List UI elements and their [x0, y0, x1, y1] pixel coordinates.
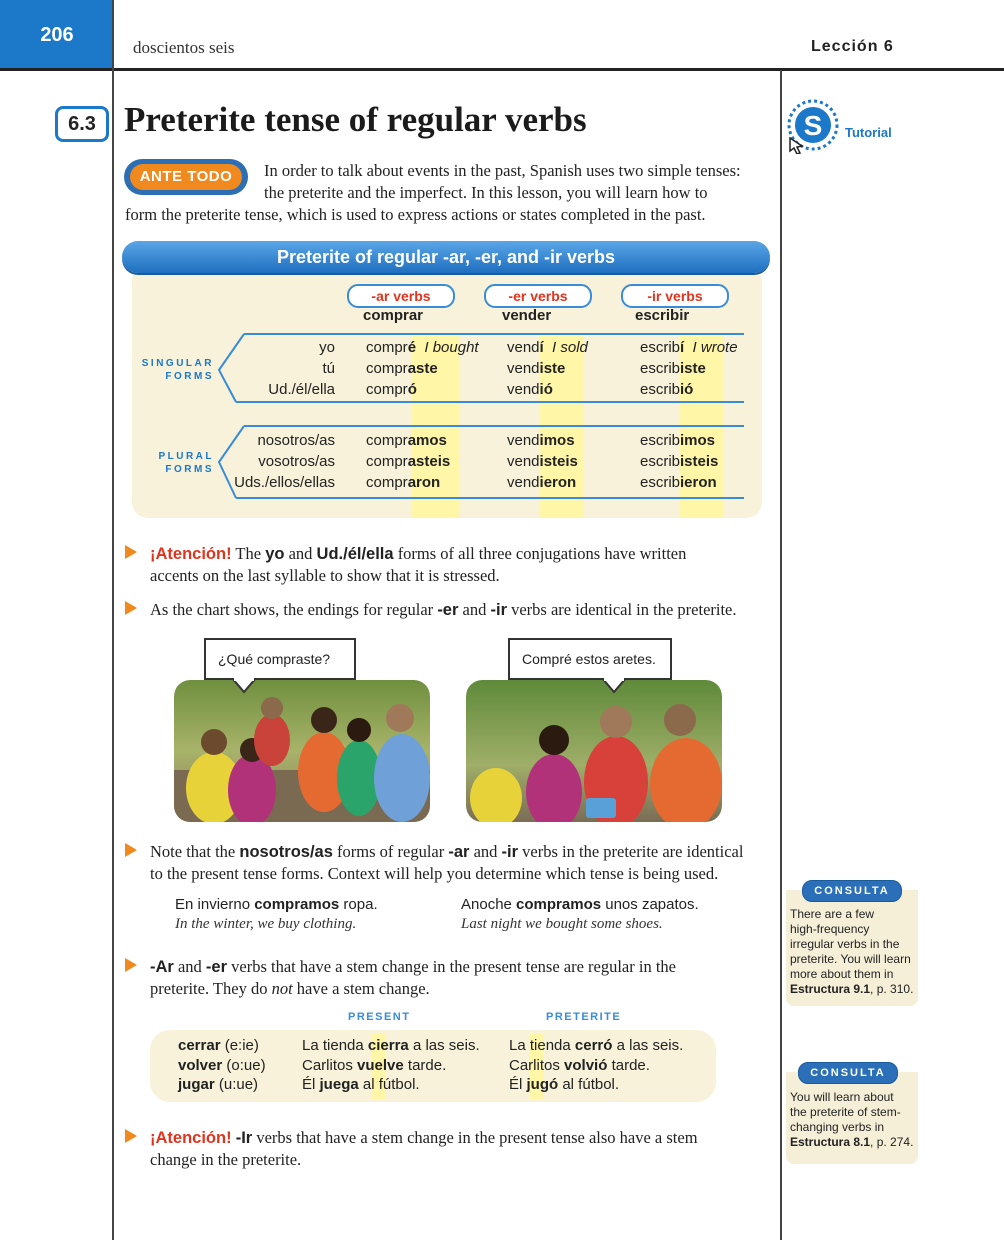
example-verb: compramos [254, 896, 340, 913]
stem: compr [366, 381, 408, 398]
ending: isteis [539, 453, 578, 470]
text: preterite. They do [150, 979, 268, 998]
photo-right [466, 680, 722, 822]
text: verbs that have a stem change in the present tense are regular in the [231, 957, 676, 976]
example-right-translation: Last night we bought some shoes. [461, 916, 663, 932]
keyword: -er [205, 958, 228, 976]
example-left [175, 896, 378, 913]
form-escribio [640, 381, 693, 398]
ar-verbs-pill: -ar verbs [347, 284, 455, 308]
verb: juega [319, 1076, 359, 1093]
stem: vend [507, 453, 540, 470]
verb: volver [178, 1057, 223, 1074]
page-number: 206 [0, 0, 114, 70]
reference-link[interactable]: Estructura 9.1 [790, 982, 871, 996]
form-compraron [366, 474, 440, 491]
bullet-arrow-icon [125, 545, 137, 559]
speech-bubble-left: ¿Qué compraste? [204, 638, 356, 680]
form-vendiste [507, 360, 565, 377]
form-compramos [366, 432, 447, 449]
text: La tienda [509, 1037, 571, 1054]
text: and [288, 544, 313, 563]
ante-todo-label: ANTE TODO [130, 164, 242, 190]
stem-verb-volver [178, 1057, 266, 1074]
consulta-line: There are a few [790, 907, 875, 921]
ending: aste [407, 360, 438, 377]
section-title: Preterite tense of regular verbs [124, 100, 587, 139]
header-rule [0, 68, 1004, 71]
keyword: -er [437, 601, 459, 619]
ending: isteis [680, 453, 719, 470]
stem: compr [366, 474, 408, 491]
form-escribiste [640, 360, 706, 377]
change: (e:ie) [224, 1037, 259, 1054]
bullet-arrow-icon [125, 843, 137, 857]
emphasis: not [271, 979, 293, 998]
text: verbs in the preterite are identical [522, 842, 744, 861]
present-column-head: PRESENT [348, 1011, 411, 1023]
bullet-arrow-icon [125, 1129, 137, 1143]
present-jugar [302, 1076, 420, 1093]
verb: volvió [564, 1057, 608, 1074]
consulta-tab-2: CONSULTA [798, 1062, 898, 1084]
reference-page: , p. 274. [870, 1135, 914, 1149]
gloss: I wrote [692, 339, 738, 356]
ending: aron [407, 474, 441, 491]
bullet-5-line-2: change in the preterite. [150, 1150, 302, 1169]
preterite-volver [509, 1057, 650, 1074]
keyword: Ud./él/ella [316, 545, 394, 563]
text: The [235, 544, 262, 563]
pronoun-nosotros: nosotros/as [257, 432, 335, 449]
present-cerrar [302, 1037, 480, 1054]
verb-comprar: comprar [363, 307, 424, 324]
stem: compr [366, 432, 408, 449]
preterite-column-head: PRETERITE [546, 1011, 622, 1023]
ending: ió [680, 381, 694, 398]
verb: cerrar [178, 1037, 221, 1054]
stem-verb-cerrar [178, 1037, 259, 1054]
verb: vuelve [357, 1057, 404, 1074]
keyword: -Ir [235, 1129, 253, 1147]
consulta-line: preterite. You will learn [790, 952, 911, 966]
speech-bubble-right: Compré estos aretes. [508, 638, 672, 680]
bullet-1-line-1 [150, 544, 686, 564]
forms-label-word: FORMS [165, 464, 214, 475]
example-verb: compramos [516, 896, 602, 913]
consulta-reference[interactable] [790, 982, 916, 997]
change: (u:ue) [218, 1076, 259, 1093]
bullet-4-line-2 [150, 979, 430, 999]
bullet-1-line-2: accents on the last syllable to show that it is stressed. [150, 566, 500, 585]
stem: escrib [640, 453, 681, 470]
stem-verb-jugar [178, 1076, 258, 1093]
text: verbs that have a stem change in the present tense also have a stem [256, 1128, 698, 1147]
bullet-4-line-1 [150, 957, 676, 977]
forms-label-word: FORMS [165, 371, 214, 382]
keyword: -ar [448, 843, 470, 861]
text: Note that the [150, 842, 236, 861]
running-title: doscientos seis [133, 38, 235, 57]
consulta-line: high-frequency [790, 922, 870, 936]
stem: compr [366, 360, 408, 377]
stem: vend [507, 432, 540, 449]
verb: jugar [178, 1076, 215, 1093]
form-escribieron [640, 474, 717, 491]
left-margin-rule [112, 0, 114, 1240]
stem: vend [507, 381, 540, 398]
tutorial-icon[interactable] [786, 98, 842, 154]
text: ropa. [343, 896, 378, 913]
text: and [473, 842, 498, 861]
stem: escrib [640, 432, 681, 449]
verb: jugó [526, 1076, 559, 1093]
er-verbs-pill: -er verbs [484, 284, 592, 308]
form-vendi [507, 339, 588, 356]
text: En invierno [175, 896, 251, 913]
text: tarde. [611, 1057, 650, 1074]
stem: escrib [640, 360, 681, 377]
ir-verbs-pill: -ir verbs [621, 284, 729, 308]
gloss: I sold [552, 339, 588, 356]
form-comprasteis [366, 453, 450, 470]
ending: í [680, 339, 685, 356]
text: Carlitos [302, 1057, 353, 1074]
text: tarde. [407, 1057, 447, 1074]
gloss: I bought [424, 339, 479, 356]
preterite-jugar [509, 1076, 619, 1093]
text: al fútbol. [362, 1076, 420, 1093]
bullet-2-line-1 [150, 600, 737, 620]
consulta-line: You will learn about [790, 1090, 894, 1104]
ending: é [407, 339, 417, 356]
keyword: -Ar [150, 958, 174, 976]
consulta-reference[interactable] [790, 1135, 916, 1150]
chart-brackets [214, 330, 754, 520]
change: (o:ue) [226, 1057, 266, 1074]
photo-left [174, 680, 430, 822]
intro-line-2: the preterite and the imperfect. In this lesson, you will learn how to [264, 183, 708, 202]
stem: escrib [640, 474, 681, 491]
consulta-text-2 [790, 1090, 916, 1150]
form-vendisteis [507, 453, 578, 470]
consulta-line: more about them in [790, 967, 894, 981]
keyword: yo [265, 545, 285, 563]
text: and [462, 600, 487, 619]
form-compre [366, 339, 479, 356]
text: unos zapatos. [605, 896, 699, 913]
stem: compr [366, 339, 408, 356]
pronoun-uds-ellos-ellas: Uds./ellos/ellas [234, 474, 335, 491]
chart-title: Preterite of regular -ar, -er, and -ir verbs [122, 241, 770, 273]
bubble-tail-right [600, 678, 630, 694]
pronoun-yo: yo [319, 339, 335, 356]
ending: iste [539, 360, 566, 377]
verb-vender: vender [502, 307, 552, 324]
form-vendieron [507, 474, 576, 491]
ending: ieron [539, 474, 577, 491]
stem: escrib [640, 381, 681, 398]
ending: asteis [407, 453, 451, 470]
text: Anoche [461, 896, 512, 913]
plural-label-word: PLURAL [158, 451, 214, 462]
stem: escrib [640, 339, 681, 356]
text: As the chart shows, the endings for regular [150, 600, 434, 619]
consulta-line: changing verbs in [790, 1120, 885, 1134]
ending: iste [680, 360, 706, 377]
verb-escribir: escribir [635, 307, 690, 324]
attention-label: ¡Atención! [150, 545, 232, 563]
ending: amos [407, 432, 447, 449]
right-margin-rule [780, 70, 782, 1240]
text: forms of all three conjugations have written [397, 544, 687, 563]
ending: imos [539, 432, 575, 449]
text: verbs are identical in the preterite. [511, 600, 737, 619]
lesson-label: Lección 6 [811, 38, 894, 55]
ending: ieron [680, 474, 717, 491]
form-compro [366, 381, 417, 398]
singular-label-word: SINGULAR [141, 358, 214, 369]
ante-todo-badge [124, 159, 248, 195]
form-vendimos [507, 432, 575, 449]
tutorial-link[interactable]: Tutorial [845, 125, 892, 140]
bullet-3-line-2: to the present tense forms. Context will help you determine which tense is being used. [150, 864, 719, 883]
ending: í [539, 339, 544, 356]
bubble-tail-left [230, 678, 260, 694]
reference-link[interactable]: Estructura 8.1 [790, 1135, 871, 1149]
text: Él [302, 1076, 316, 1093]
text: La tienda [302, 1037, 364, 1054]
bullet-arrow-icon [125, 958, 137, 972]
pronoun-ud-el-ella: Ud./él/ella [268, 381, 335, 398]
ending: ó [407, 381, 417, 398]
text: a las seis. [616, 1037, 684, 1054]
consulta-text-1 [790, 907, 916, 997]
bullet-5-line-1 [150, 1128, 698, 1148]
pronoun-tu: tú [322, 360, 335, 377]
text: a las seis. [412, 1037, 480, 1054]
text: al fútbol. [562, 1076, 620, 1093]
form-escribi [640, 339, 738, 356]
intro-line-3: form the preterite tense, which is used to express actions or states completed in the past. [125, 205, 706, 224]
text: forms of regular [337, 842, 445, 861]
present-volver [302, 1057, 446, 1074]
stem: vend [507, 474, 540, 491]
consulta-line: the preterite of stem- [790, 1105, 901, 1119]
keyword: nosotros/as [239, 843, 333, 861]
bullet-arrow-icon [125, 601, 137, 615]
keyword: -ir [501, 843, 519, 861]
form-vendio [507, 381, 553, 398]
text: have a stem change. [296, 979, 430, 998]
intro-line-1: In order to talk about events in the past, Spanish uses two simple tenses: [264, 161, 741, 180]
ending: imos [680, 432, 716, 449]
svg-text:S: S [803, 110, 823, 141]
verb: cerró [574, 1037, 613, 1054]
bullet-3-line-1 [150, 842, 743, 862]
stem: compr [366, 453, 408, 470]
text: and [177, 957, 202, 976]
text: Carlitos [509, 1057, 560, 1074]
stem: vend [507, 360, 540, 377]
verb: cierra [367, 1037, 409, 1054]
form-escribimos [640, 432, 715, 449]
form-escribisteis [640, 453, 718, 470]
consulta-tab-1: CONSULTA [802, 880, 902, 902]
ending: ió [539, 381, 553, 398]
section-number: 6.3 [55, 106, 109, 142]
text: Él [509, 1076, 523, 1093]
preterite-cerrar [509, 1037, 683, 1054]
form-compraste [366, 360, 438, 377]
example-right [461, 896, 699, 913]
keyword: -ir [490, 601, 507, 619]
reference-page: , p. 310. [870, 982, 914, 996]
pronoun-vosotros: vosotros/as [258, 453, 335, 470]
attention-label: ¡Atención! [150, 1129, 232, 1147]
consulta-line: irregular verbs in the [790, 937, 900, 951]
stem: vend [507, 339, 540, 356]
example-left-translation: In the winter, we buy clothing. [175, 916, 357, 932]
